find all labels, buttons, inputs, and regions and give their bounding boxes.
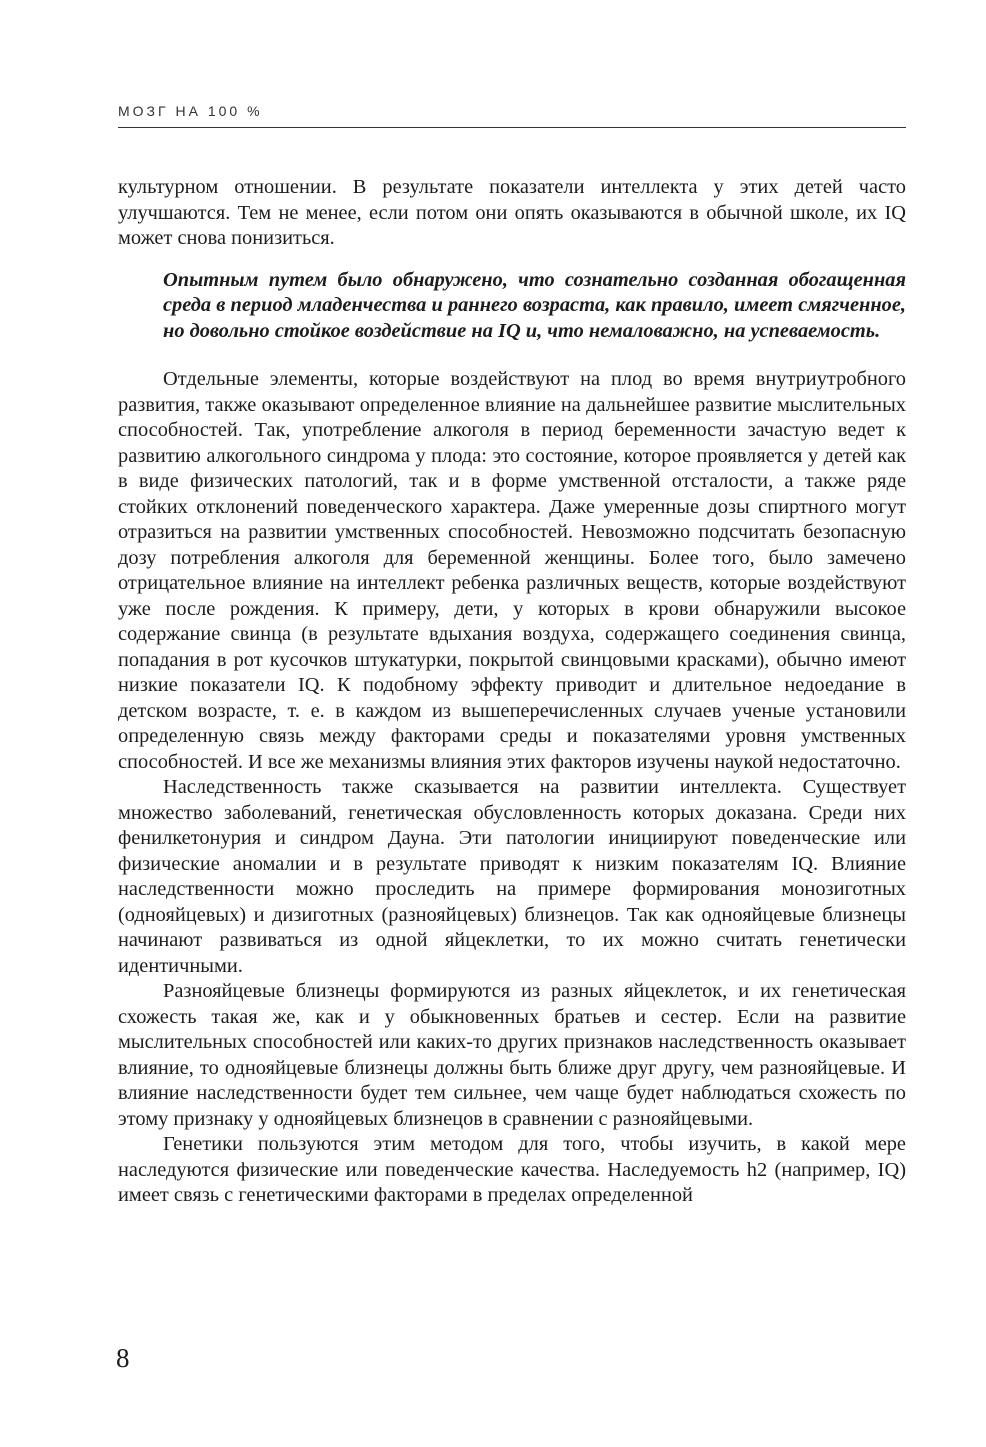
body-paragraph: Разнояйцевые близнецы формируются из разных яйцеклеток, и их генетическая схожесть такая же, как и у обыкновенных братьев и сестер. Если на развитие мыслительных способностей или каких-то других признаков наследственность оказывает влияние, то однояйцевые близнецы должны быть ближе друг другу, чем разнояйцевые. И влияние наследственности будет тем сильнее, чем чаще будет наблюдаться схожесть по этому признаку у однояйцевых близнецов в сравнении с разнояйцевыми. [118,980,906,1130]
running-head: МОЗГ НА 100 % [118,103,263,119]
page-body [118,175,906,1209]
body-paragraph: Отдельные элементы, которые воздействуют на плод во время внутриутробного развития, также оказывают определенное влияние на дальнейшее развитие мыслительных способностей. Так, употребление алкоголя в период беременности зачастую ведет к развитию алкогольного синдрома у плода: это состояние, которое проявляется у детей как в виде физических патологий, так и в форме умственной отсталости, а также ряде стойких отклонений поведенческого характера. Даже умеренные дозы спиртного могут отразиться на развитии умственных способностей. Невозможно подсчитать безопасную дозу потребления алкоголя для беременной женщины. Более того, было замечено отрицательное влияние на интеллект ребенка различных веществ, которые воздействуют уже после рождения. К примеру, дети, у которых в крови обнаружили высокое содержание свинца (в результате вдыхания воздуха, содержащего соединения свинца, попадания в рот кусочков штукатурки, покрытой свинцовыми красками), обычно имеют низкие показатели IQ. К подобному эффекту приводит и длительное недоедание в детском возрасте, т. е. в каждом из вышеперечисленных случаев ученые установили определенную связь между факторами среды и показателями уровня умственных способностей. И все же механизмы влияния этих факторов изучены наукой недостаточно. [118,368,906,773]
body-paragraph: Наследственность также сказывается на развитии интеллекта. Существует множество заболеваний, генетическая обусловленность которых доказана. Среди них фенилкетонурия и синдром Дауна. Эти патологии инициируют поведенческие или физические аномалии и в результате приводят к низким показателям IQ. Влияние наследственности можно проследить на примере формирования монозиготных (однояйцевых) и дизиготных (разнояйцевых) близнецов. Так как однояйцевые близнецы начинают развиваться из одной яйцеклетки, то их можно считать генетически идентичными. [118,776,906,977]
lead-paragraph: культурном отношении. В результате показатели интеллекта у этих детей часто улучшаются. Тем не менее, если потом они опять оказываются в обычной школе, их IQ может снова понизиться. [118,176,906,249]
body-paragraph: Генетики пользуются этим методом для того, чтобы изучить, в какой мере наследуются физические или поведенческие качества. Наследуемость h2 (например, IQ) имеет связь с генетическими факторами в пределах определенной [118,1133,906,1206]
callout-quote: Опытным путем было обнаружено, что сознательно созданная обогащенная среда в период младенчества и раннего возраста, как правило, имеет смягченное, но довольно стойкое воздействие на IQ и, что немаловажно, на успеваемость. [163,268,906,342]
page-number: 8 [116,1343,130,1373]
header-rule [118,127,906,128]
